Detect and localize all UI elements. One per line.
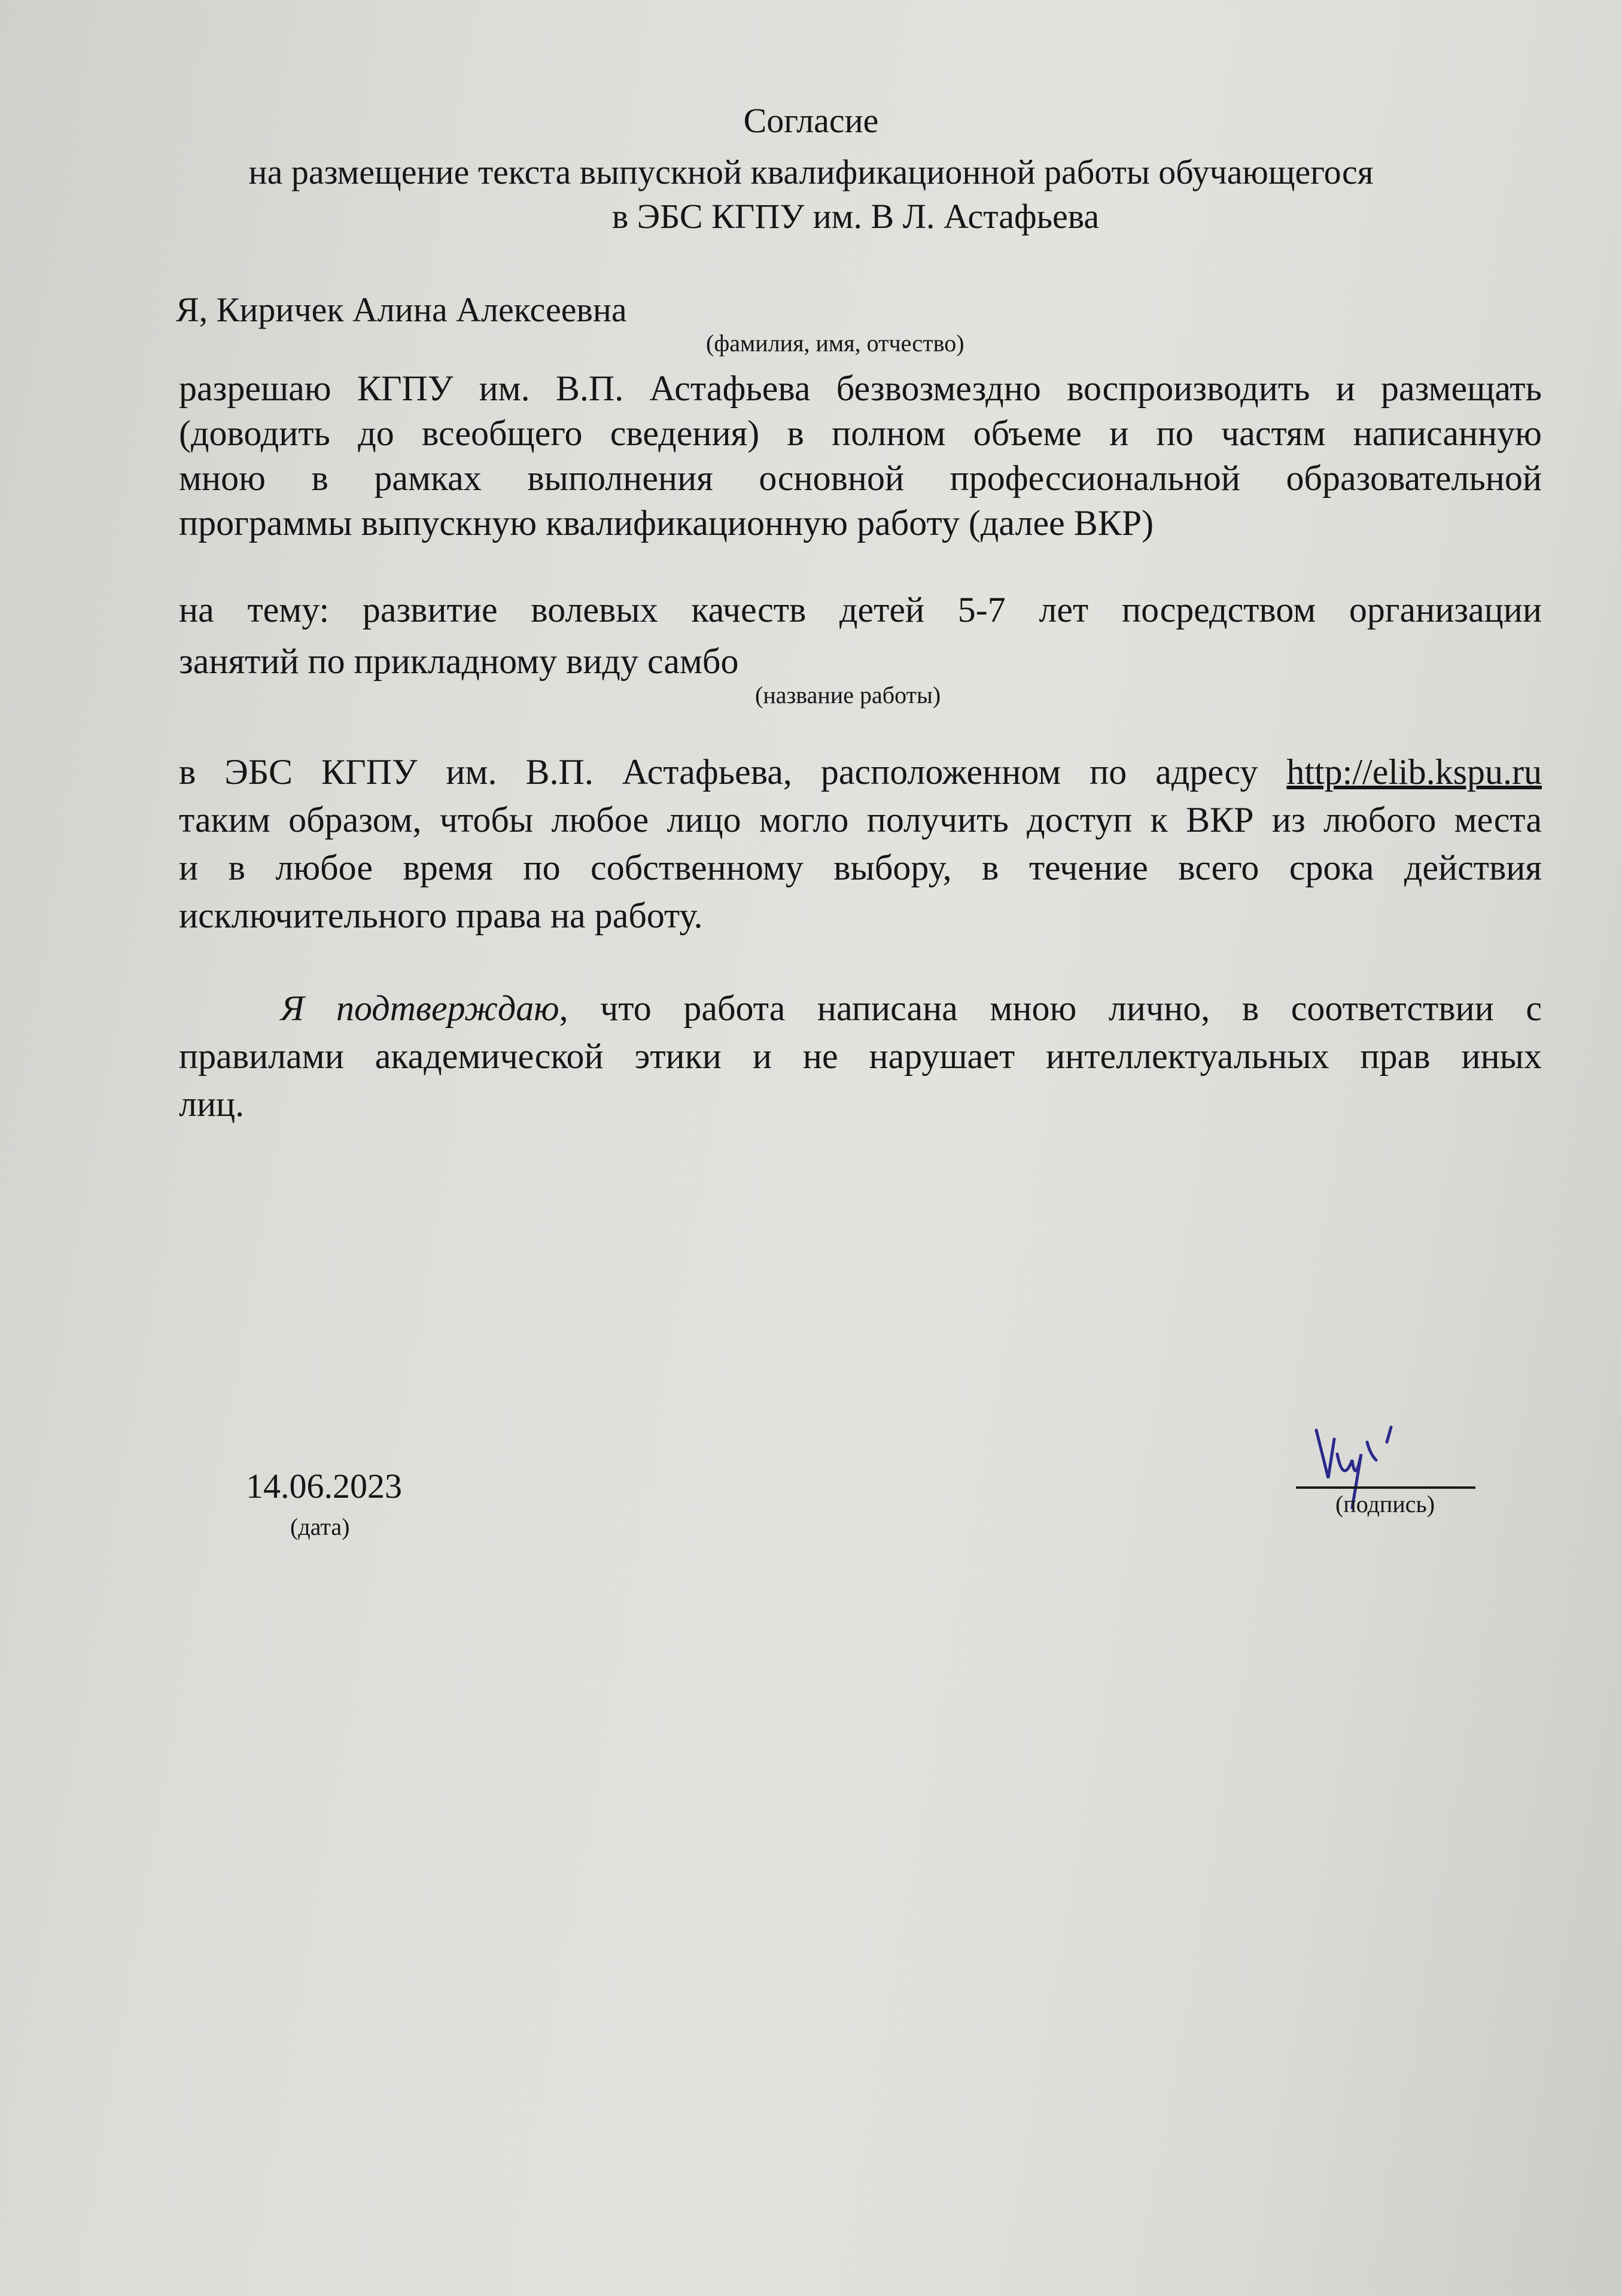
- student-name: Я, Киричек Алина Алексеевна: [176, 290, 627, 329]
- date-caption: (дата): [290, 1513, 350, 1540]
- permission-line: мною в рамках выполнения основной профессиональной образовательной: [179, 458, 1542, 498]
- name-caption: (фамилия, имя, отчество): [706, 330, 964, 357]
- elib-link[interactable]: http://elib.kspu.ru: [1286, 752, 1542, 792]
- topic-paragraph: [179, 584, 1542, 687]
- confirmation-line: [179, 984, 1542, 1032]
- confirmation-rest: , что работа написана мною лично, в соответствии с: [559, 989, 1542, 1028]
- permission-line: программы выпускную квалификационную работу (далее ВКР): [179, 503, 1154, 543]
- document-subtitle-line2: в ЭБС КГПУ им. В Л. Астафьева: [611, 197, 1100, 236]
- document-subtitle-line1: на размещение текста выпускной квалификационной работы обучающегося: [248, 153, 1374, 191]
- permission-line: разрешаю КГПУ им. В.П. Астафьева безвозмездно воспроизводить и размещать: [179, 369, 1542, 408]
- confirmation-line: правилами академической этики и не нарушает интеллектуальных прав иных: [179, 1036, 1542, 1076]
- signature-caption: (подпись): [1335, 1491, 1435, 1518]
- location-line: [179, 748, 1542, 796]
- topic-caption: (название работы): [755, 682, 941, 708]
- location-text: в ЭБС КГПУ им. В.П. Астафьева, расположенном по адресу: [179, 752, 1258, 792]
- location-line: таким образом, чтобы любое лицо могло получить доступ к ВКР из любого места: [179, 800, 1542, 840]
- confirmation-italic: Я подтверждаю: [281, 989, 559, 1028]
- permission-paragraph: [179, 366, 1542, 546]
- location-paragraph: [179, 748, 1542, 939]
- document-title: Согласие: [743, 101, 879, 140]
- location-line: и в любое время по собственному выбору, в течение всего срока действия: [179, 848, 1542, 887]
- confirmation-line: лиц.: [179, 1084, 245, 1124]
- signature-line: [1296, 1486, 1475, 1489]
- date-value: 14.06.2023: [246, 1467, 402, 1506]
- confirmation-paragraph: [179, 984, 1542, 1128]
- location-line: исключительного права на работу.: [179, 896, 703, 935]
- topic-line: занятий по прикладному виду самбо: [179, 641, 739, 681]
- permission-line: (доводить до всеобщего сведения) в полном объеме и по частям написанную: [179, 413, 1542, 453]
- topic-line: на тему: развитие волевых качеств детей 5-7 лет посредством организации: [179, 590, 1542, 630]
